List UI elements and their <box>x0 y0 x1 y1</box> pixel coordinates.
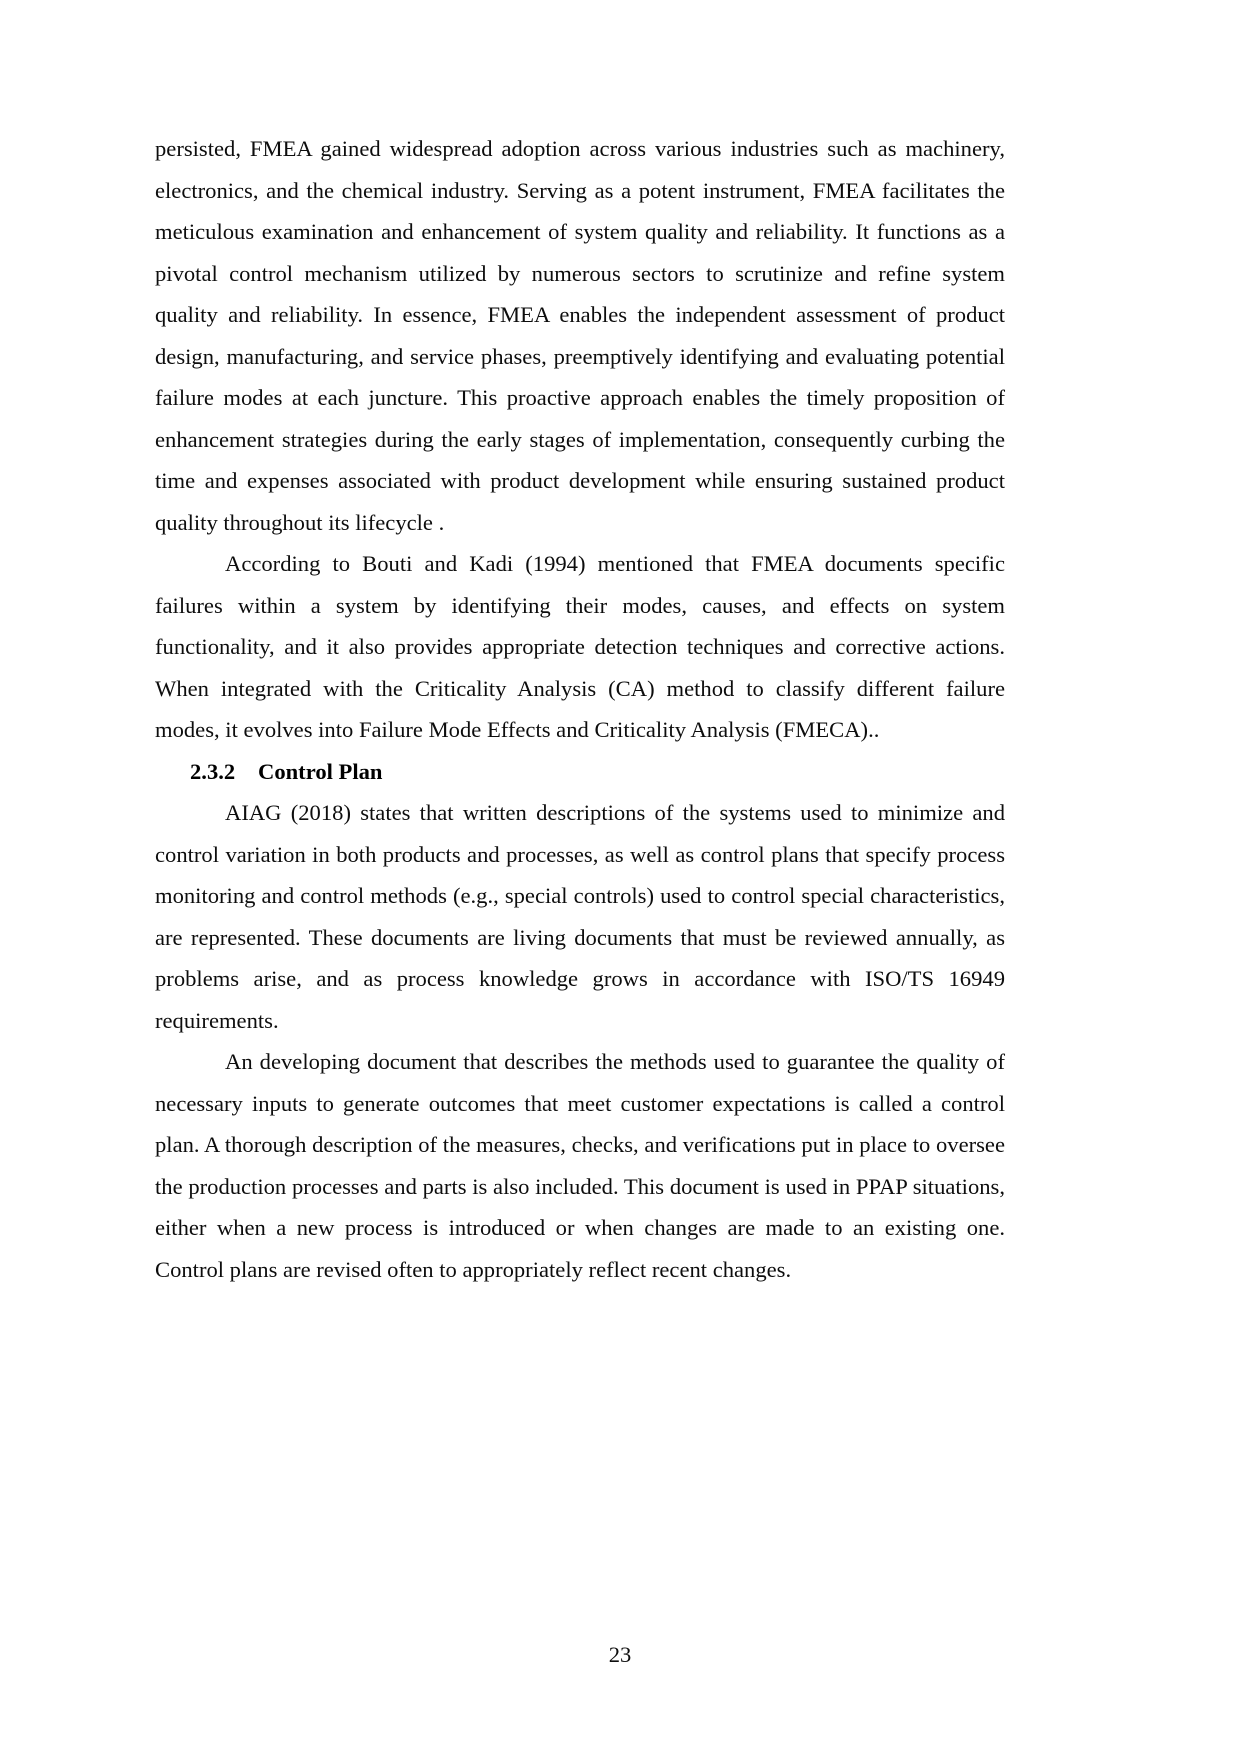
section-heading-title: Control Plan <box>258 758 383 784</box>
paragraph-aiag-control-plans: AIAG (2018) states that written descriptions of the systems used to minimize and control variation in both products and processes, as well as control plans that specify process monitoring and control methods (e.g., special controls) used to control special characteristics, are represented. These documents are living documents that must be reviewed annually, as problems arise, and as process knowledge grows in accordance with ISO/TS 16949 requirements. <box>155 800 1005 1033</box>
section-heading-number: 2.3.2 <box>190 758 236 784</box>
paragraph-fmea-adoption: persisted, FMEA gained widespread adoption across various industries such as machinery, electronics, and the chemical industry. Serving as a potent instrument, FMEA facilitates the meticulous examination and enhancement of system quality and reliability. It functions as a pivotal control mechanism utilized by numerous sectors to scrutinize and refine system quality and reliability. In essence, FMEA enables the independent assessment of product design, manufacturing, and service phases, preemptively identifying and evaluating potential failure modes at each juncture. This proactive approach enables the timely proposition of enhancement strategies during the early stages of implementation, consequently curbing the time and expenses associated with product development while ensuring sustained product quality throughout its lifecycle . <box>155 136 1005 535</box>
paragraph-bouti-kadi-fmeca: According to Bouti and Kadi (1994) mentioned that FMEA documents specific failures within a system by identifying their modes, causes, and effects on system functionality, and it also provides appropriate detection techniques and corrective actions. When integrated with the Criticality Analysis (CA) method to classify different failure modes, it evolves into Failure Mode Effects and Criticality Analysis (FMECA).. <box>155 551 1005 742</box>
section-heading-control-plan <box>155 751 1005 793</box>
page-content <box>155 128 1005 1290</box>
page-number: 23 <box>608 1642 632 1667</box>
paragraph-control-plan-definition: An developing document that describes the methods used to guarantee the quality of necessary inputs to generate outcomes that meet customer expectations is called a control plan. A thorough description of the measures, checks, and verifications put in place to oversee the production processes and parts is also included. This document is used in PPAP situations, either when a new process is introduced or when changes are made to an existing one. Control plans are revised often to appropriately reflect recent changes. <box>155 1049 1005 1282</box>
